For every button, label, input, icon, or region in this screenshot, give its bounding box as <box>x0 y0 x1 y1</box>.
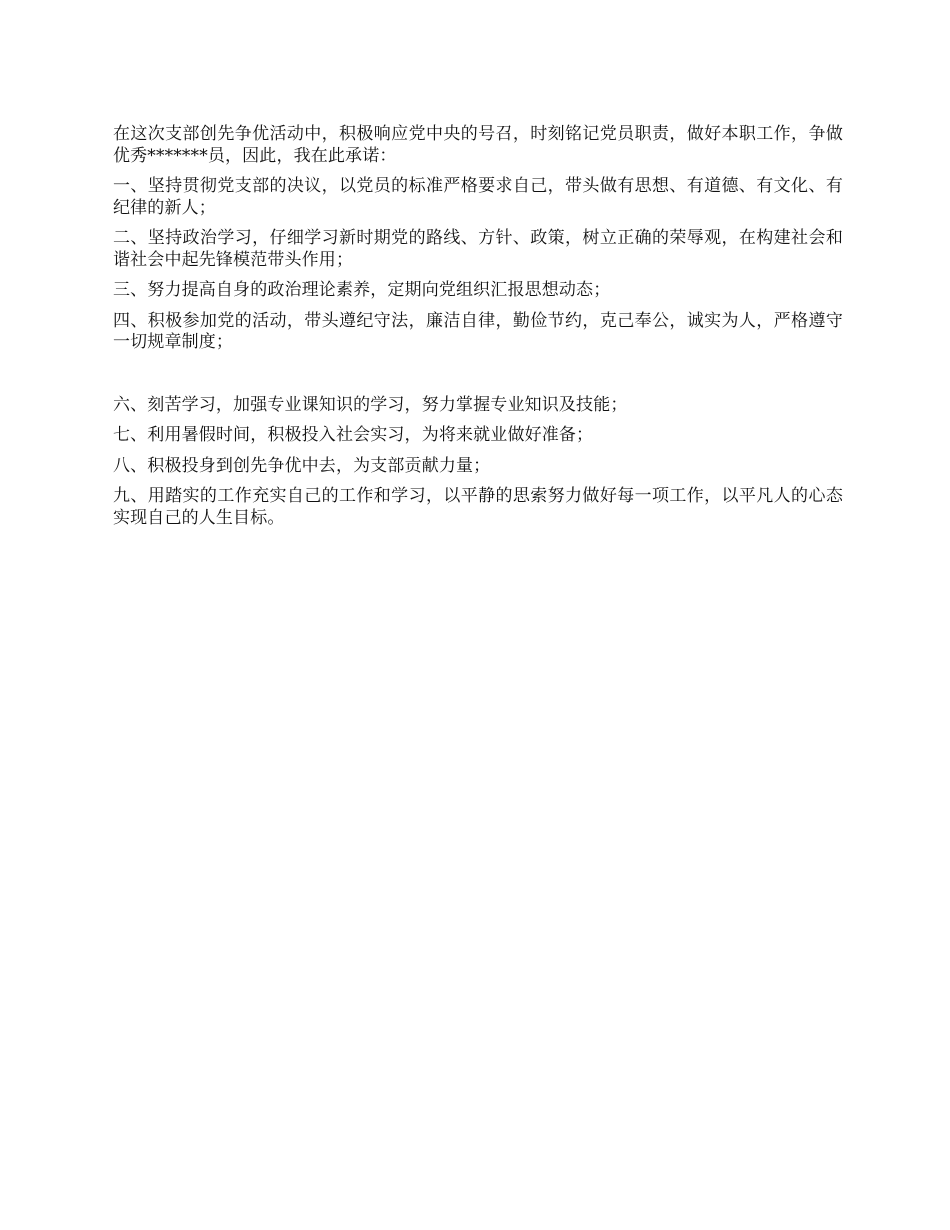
pledge-item-1: 一、坚持贯彻党支部的决议，以党员的标准严格要求自己，带头做有思想、有道德、有文化、有纪律的新人； <box>113 176 843 218</box>
pledge-item-4: 四、积极参加党的活动，带头遵纪守法，廉洁自律，勤俭节约，克己奉公，诚实为人，严格遵守一切规章制度； <box>113 310 843 352</box>
pledge-item-8: 八、积极投身到创先争优中去，为支部贡献力量； <box>113 455 491 476</box>
pledge-item-9: 九、用踏实的工作充实自己的工作和学习，以平静的思索努力做好每一项工作，以平凡人的心态实现自己的人生目标。 <box>113 486 843 528</box>
pledge-item-7: 七、利用暑假时间，积极投入社会实习，为将来就业做好准备； <box>113 425 594 445</box>
pledge-item-3: 三、努力提高自身的政治理论素养，定期向党组织汇报思想动态； <box>113 280 611 300</box>
pledge-item-6: 六、刻苦学习，加强专业课知识的学习，努力掌握专业知识及技能； <box>113 394 628 415</box>
intro-paragraph: 在这次支部创先争优活动中，积极响应党中央的号召，时刻铭记党员职责，做好本职工作，争做优秀*******员，因此，我在此承诺： <box>113 124 843 166</box>
pledge-item-2: 二、坚持政治学习，仔细学习新时期党的路线、方针、政策，树立正确的荣辱观，在构建社会和谐社会中起先锋模范带头作用； <box>113 228 843 270</box>
document-body <box>113 124 843 529</box>
